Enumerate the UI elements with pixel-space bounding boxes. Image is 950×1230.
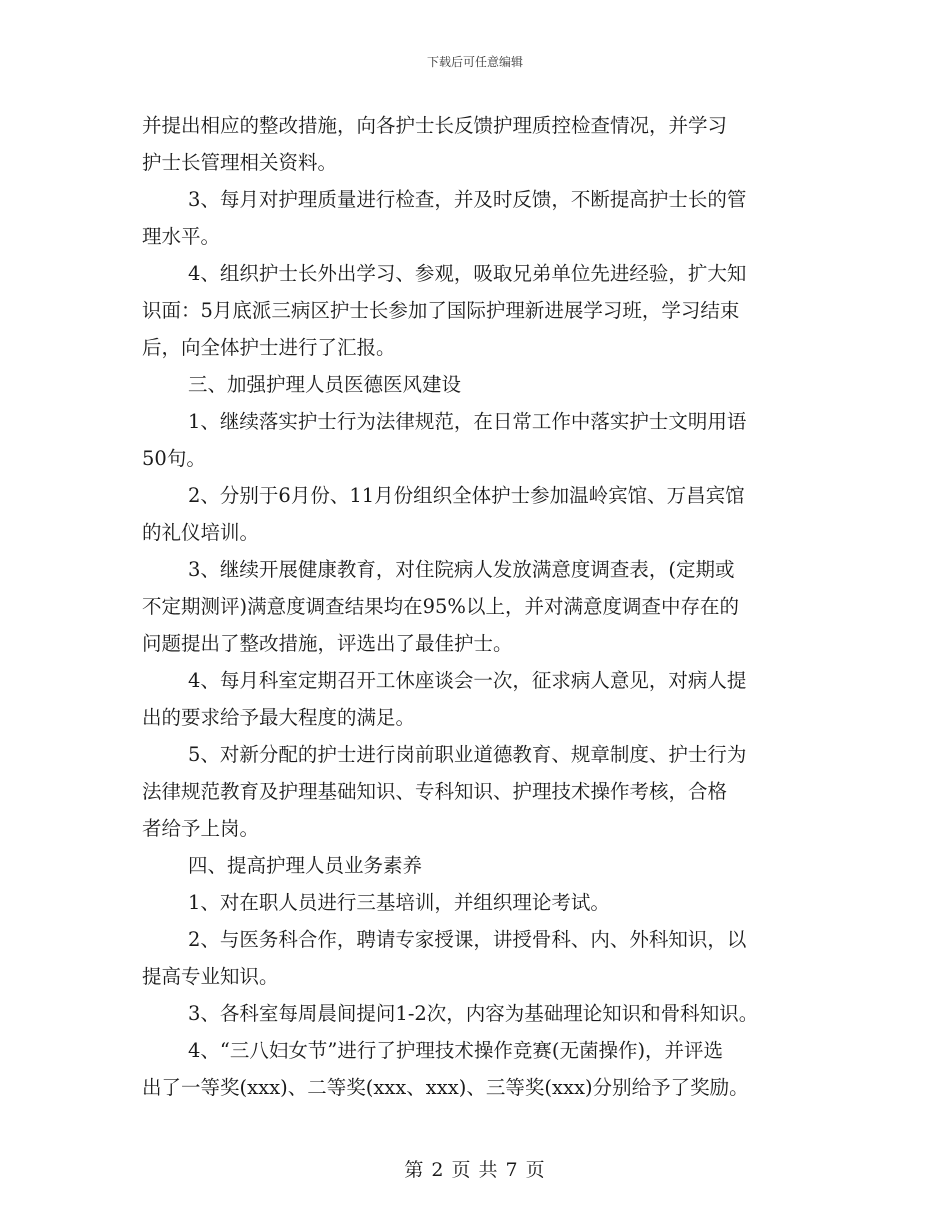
paragraph-line: 问题提出了整改措施，评选出了最佳护士。 — [142, 632, 513, 655]
paragraph-line: 出了一等奖(xxx)、二等奖(xxx、xxx)、三等奖(xxx)分别给予了奖励。 — [142, 1076, 749, 1099]
paragraph-line: 三、加强护理人员医德医风建设 — [188, 373, 462, 396]
paragraph-line: 护士长管理相关资料。 — [142, 151, 338, 174]
paragraph-line: 5、对新分配的护士进行岗前职业道德教育、规章制度、护士行为 — [188, 743, 747, 766]
document-body — [142, 107, 812, 1106]
paragraph-line: 后，向全体护士进行了汇报。 — [142, 336, 396, 359]
paragraph-line: 的礼仪培训。 — [142, 521, 260, 544]
paragraph-line: 1、继续落实护士行为法律规范，在日常工作中落实护士文明用语 — [188, 410, 747, 433]
paragraph-line: 2、分别于6月份、11月份组织全体护士参加温岭宾馆、万昌宾馆 — [188, 484, 745, 507]
paragraph-line: 2、与医务科合作，聘请专家授课，讲授骨科、内、外科知识，以 — [188, 928, 747, 951]
paragraph-line: 1、对在职人员进行三基培训，并组织理论考试。 — [188, 891, 610, 914]
paragraph-line: 3、各科室每周晨间提问1-2次，内容为基础理论知识和骨科知识。 — [188, 1002, 759, 1025]
paragraph-line: 并提出相应的整改措施，向各护士长反馈护理质控检查情况，并学习 — [142, 114, 728, 137]
page-footer: 第 2 页 共 7 页 — [404, 1159, 546, 1181]
paragraph-line: 识面：5月底派三病区护士长参加了国际护理新进展学习班，学习结束 — [142, 299, 740, 322]
paragraph-line: 出的要求给予最大程度的满足。 — [142, 706, 416, 729]
paragraph-line: 4、“三八妇女节”进行了护理技术操作竞赛(无菌操作)，并评选 — [188, 1039, 724, 1062]
page-header: 下载后可任意编辑 — [426, 55, 523, 69]
paragraph-line: 者给予上岗。 — [142, 817, 260, 840]
paragraph-line: 提高专业知识。 — [142, 965, 279, 988]
paragraph-line: 4、每月科室定期召开工休座谈会一次，征求病人意见，对病人提 — [188, 669, 747, 692]
paragraph-line: 法律规范教育及护理基础知识、专科知识、护理技术操作考核，合格 — [142, 780, 728, 803]
paragraph-line: 3、继续开展健康教育，对住院病人发放满意度调查表，(定期或 — [188, 558, 735, 581]
paragraph-line: 不定期测评)满意度调查结果均在95%以上，并对满意度调查中存在的 — [142, 595, 739, 618]
paragraph-line: 3、每月对护理质量进行检查，并及时反馈，不断提高护士长的管 — [188, 188, 747, 211]
paragraph-line: 4、组织护士长外出学习、参观，吸取兄弟单位先进经验，扩大知 — [188, 262, 747, 285]
paragraph-line: 四、提高护理人员业务素养 — [188, 854, 423, 877]
paragraph-line: 50句。 — [142, 447, 206, 470]
paragraph-line: 理水平。 — [142, 225, 221, 248]
